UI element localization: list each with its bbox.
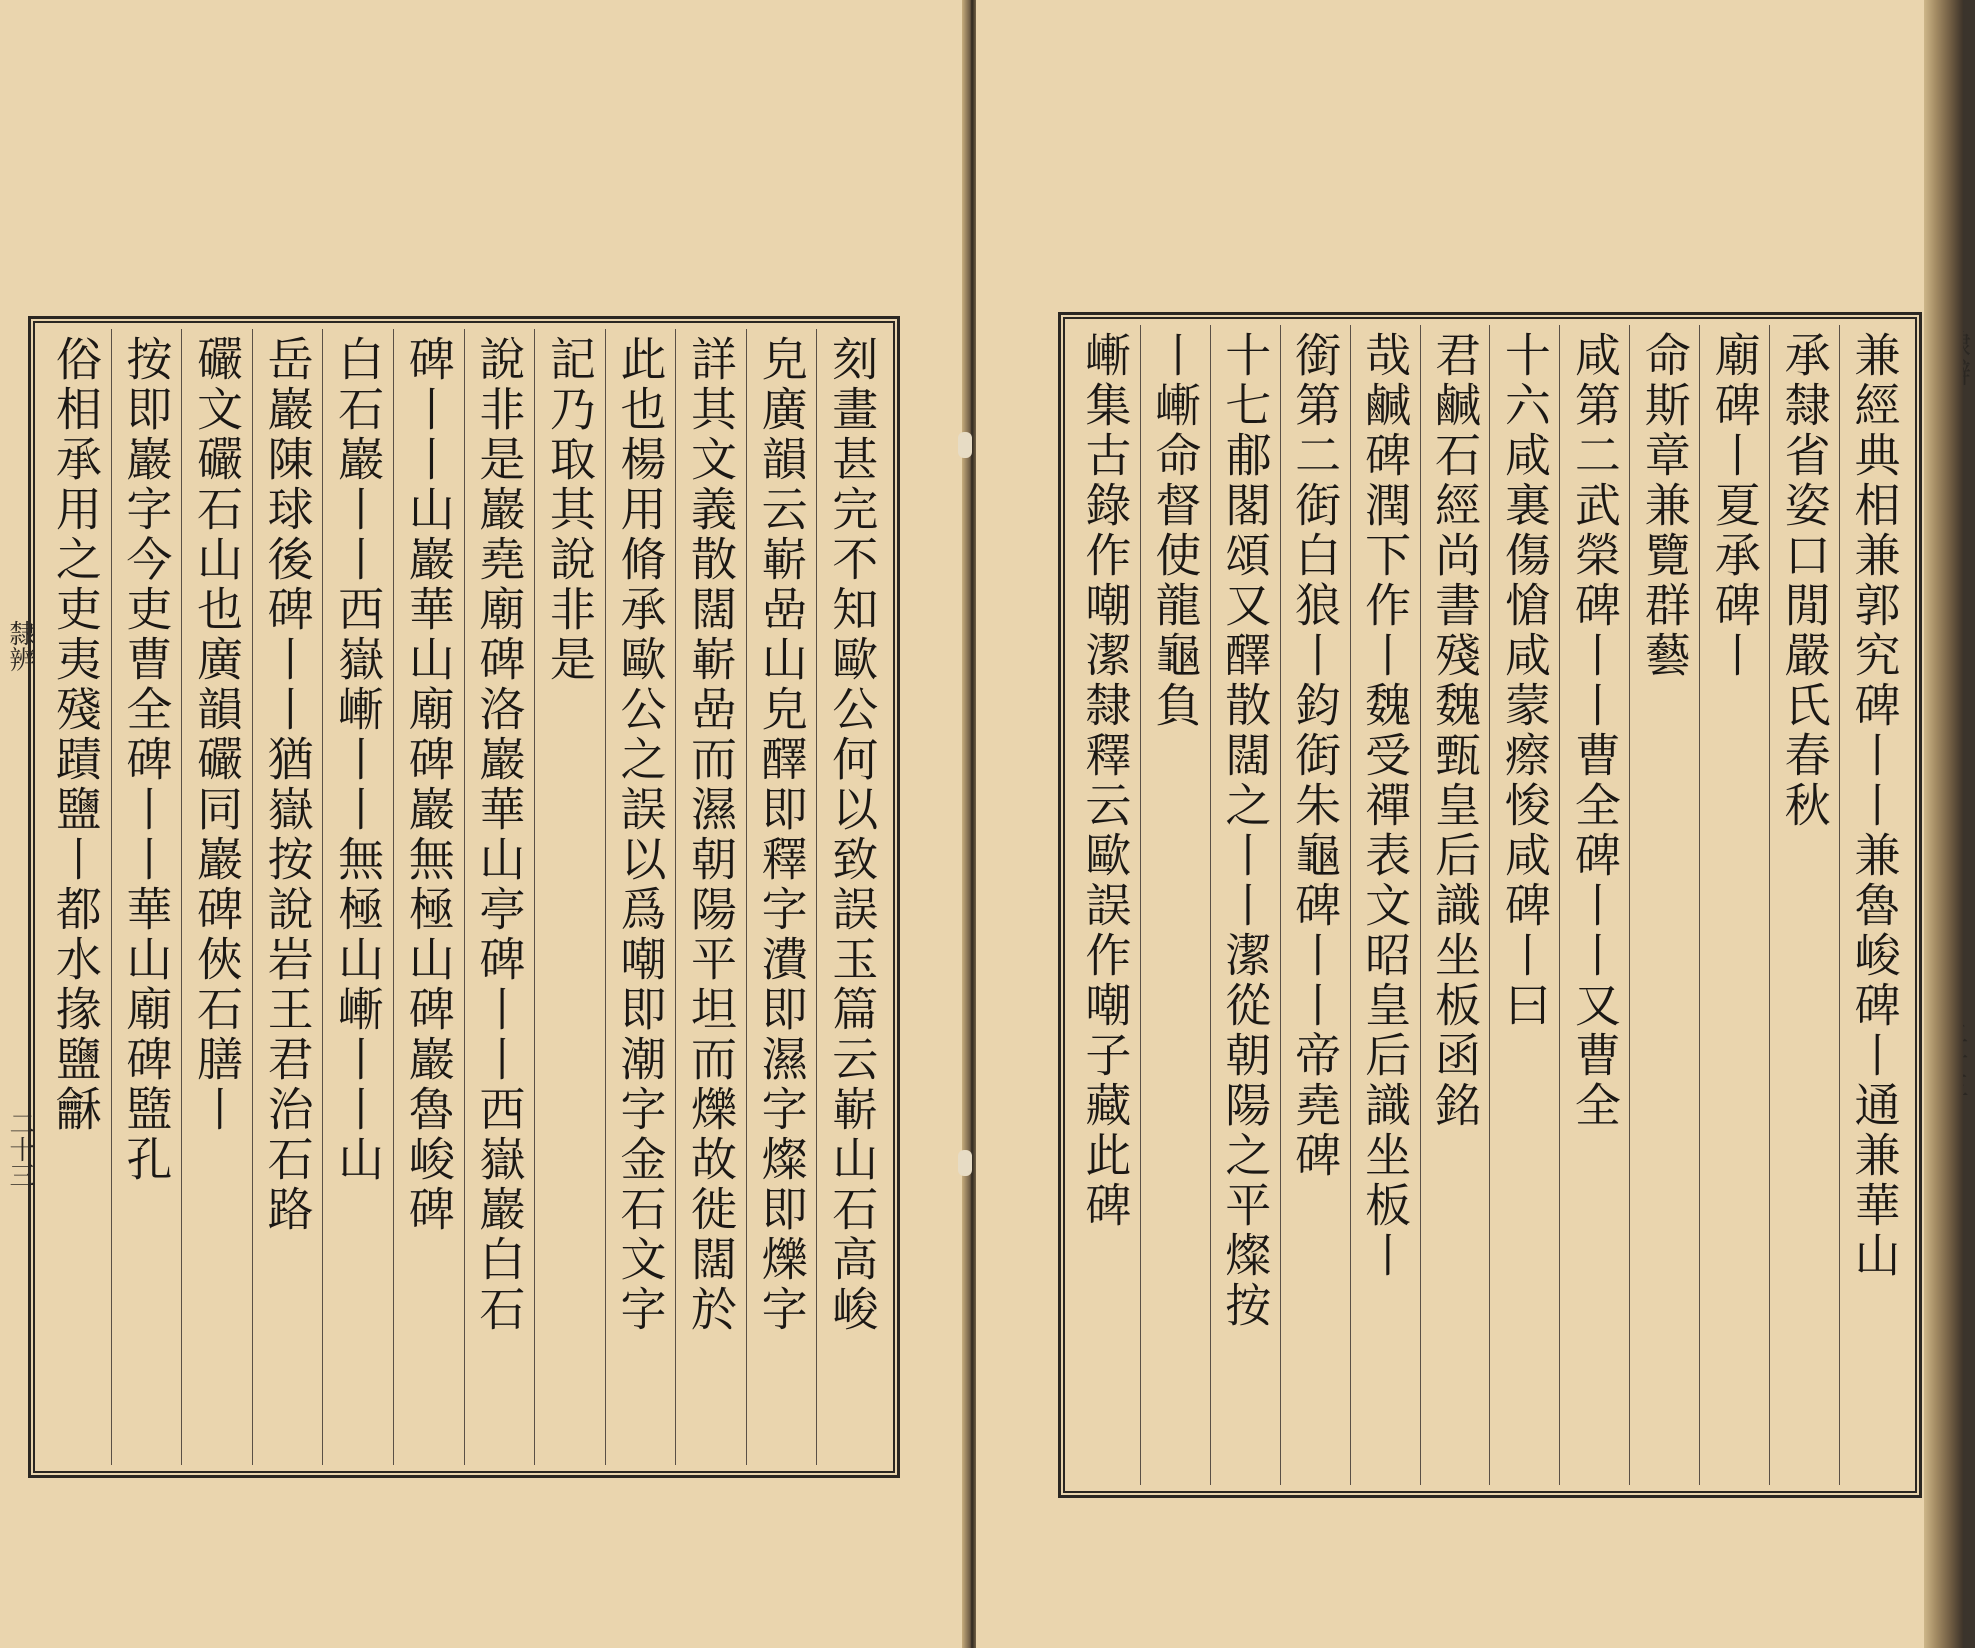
left-column-text: 詳其文義散闊嶄嵒而濕朝陽平坦而爍故徙闊於 bbox=[684, 335, 739, 1335]
right-column-text: 君鹹石經尚書殘魏甄皇后識坐板函銘 bbox=[1428, 331, 1482, 1131]
left-column-text: 皃廣韻云嶄嵒山皃醳即釋字㵒即濕字燦即爍字 bbox=[754, 335, 809, 1335]
left-column bbox=[111, 329, 182, 1465]
right-column bbox=[1769, 325, 1839, 1485]
right-column-text: 銜第二衘白狼丨鈞衘朱龜碑丨丨帝堯碑 bbox=[1288, 331, 1343, 1181]
left-column-text: 此也楊用脩承歐公之誤以爲嘲即潮字金石文字 bbox=[613, 335, 668, 1335]
right-text-frame bbox=[1058, 312, 1922, 1498]
left-margin-label: 隸辨 bbox=[5, 620, 35, 672]
right-column-text: 十七郙閣頌又醳散闊之丨丨潔從朝陽之平燦按 bbox=[1218, 331, 1273, 1331]
right-column-text: 嶃集古錄作嘲潔隸釋云歐誤作嘲子藏此碑 bbox=[1078, 331, 1133, 1231]
left-column bbox=[181, 329, 252, 1465]
right-column bbox=[1140, 325, 1210, 1485]
right-column-grid bbox=[1071, 325, 1909, 1485]
left-column bbox=[464, 329, 535, 1465]
left-column-text: 岳巖陳球後碑丨丨猶嶽按說岩王君治石路 bbox=[260, 335, 315, 1235]
right-column bbox=[1210, 325, 1280, 1485]
page-edge-stack bbox=[1924, 0, 1963, 1648]
left-column bbox=[605, 329, 676, 1465]
left-column bbox=[41, 329, 111, 1465]
left-page bbox=[0, 0, 966, 1648]
left-column-text: 刻畫甚完不知歐公何以致誤玉篇云嶄山石高峻 bbox=[825, 335, 880, 1335]
right-page bbox=[976, 0, 1924, 1648]
left-column bbox=[393, 329, 464, 1465]
right-column bbox=[1559, 325, 1629, 1485]
right-column-text: 咸第二武榮碑丨丨曹全碑丨丨又曹全 bbox=[1567, 331, 1622, 1131]
left-text-frame bbox=[28, 316, 900, 1478]
left-margin-number: 二十三 bbox=[5, 1110, 35, 1188]
right-column-text: 承隸省姿口閒嚴氏春秋 bbox=[1777, 331, 1832, 831]
left-column-text: 俗相承用之吏夷殘蹟鹽丨都水掾鹽龢 bbox=[48, 335, 103, 1135]
right-column-text: 兼經典相兼郭究碑丨丨兼魯峻碑丨通兼華山 bbox=[1847, 331, 1902, 1281]
left-column-grid bbox=[41, 329, 887, 1465]
left-column-text: 白石巖丨丨西嶽嶃丨丨無極山嶃丨丨山 bbox=[331, 335, 386, 1185]
right-column bbox=[1839, 325, 1909, 1485]
left-column-text: 礹文礹石山也廣韻礹同巖碑俠石膳丨 bbox=[190, 335, 244, 1135]
right-column-text: 廟碑丨夏承碑丨 bbox=[1707, 331, 1762, 681]
right-column-text: 哉鹹碑潤下作丨魏受禪表文昭皇后識坐板丨 bbox=[1358, 331, 1413, 1281]
right-column-text: 丨嶃命督使龍龜負 bbox=[1148, 331, 1203, 731]
right-column bbox=[1629, 325, 1699, 1485]
right-column bbox=[1350, 325, 1420, 1485]
right-column bbox=[1071, 325, 1140, 1485]
right-column bbox=[1280, 325, 1350, 1485]
right-column bbox=[1489, 325, 1559, 1485]
right-column-text: 十六咸裏傷愴咸蒙瘵悛咸碑丨曰 bbox=[1497, 331, 1552, 1031]
left-column-text: 按即巖字今吏曹全碑丨丨華山廟碑盬孔 bbox=[119, 335, 174, 1185]
left-column bbox=[675, 329, 746, 1465]
left-column-text: 記乃取其說非是 bbox=[542, 335, 597, 685]
right-column bbox=[1699, 325, 1769, 1485]
left-column-text: 說非是巖堯廟碑洛巖華山亭碑丨丨西嶽巖白石 bbox=[472, 335, 527, 1335]
left-column bbox=[534, 329, 605, 1465]
right-column-text: 命斯章兼覽群藝 bbox=[1637, 331, 1692, 681]
left-column-text: 碑丨丨山巖華山廟碑巖無極山碑巖魯峻碑 bbox=[401, 335, 456, 1235]
left-column bbox=[322, 329, 393, 1465]
left-column bbox=[816, 329, 887, 1465]
stitch-mark bbox=[958, 1150, 972, 1176]
left-column bbox=[746, 329, 817, 1465]
stitch-mark bbox=[958, 432, 972, 458]
left-column bbox=[252, 329, 323, 1465]
right-column bbox=[1420, 325, 1490, 1485]
